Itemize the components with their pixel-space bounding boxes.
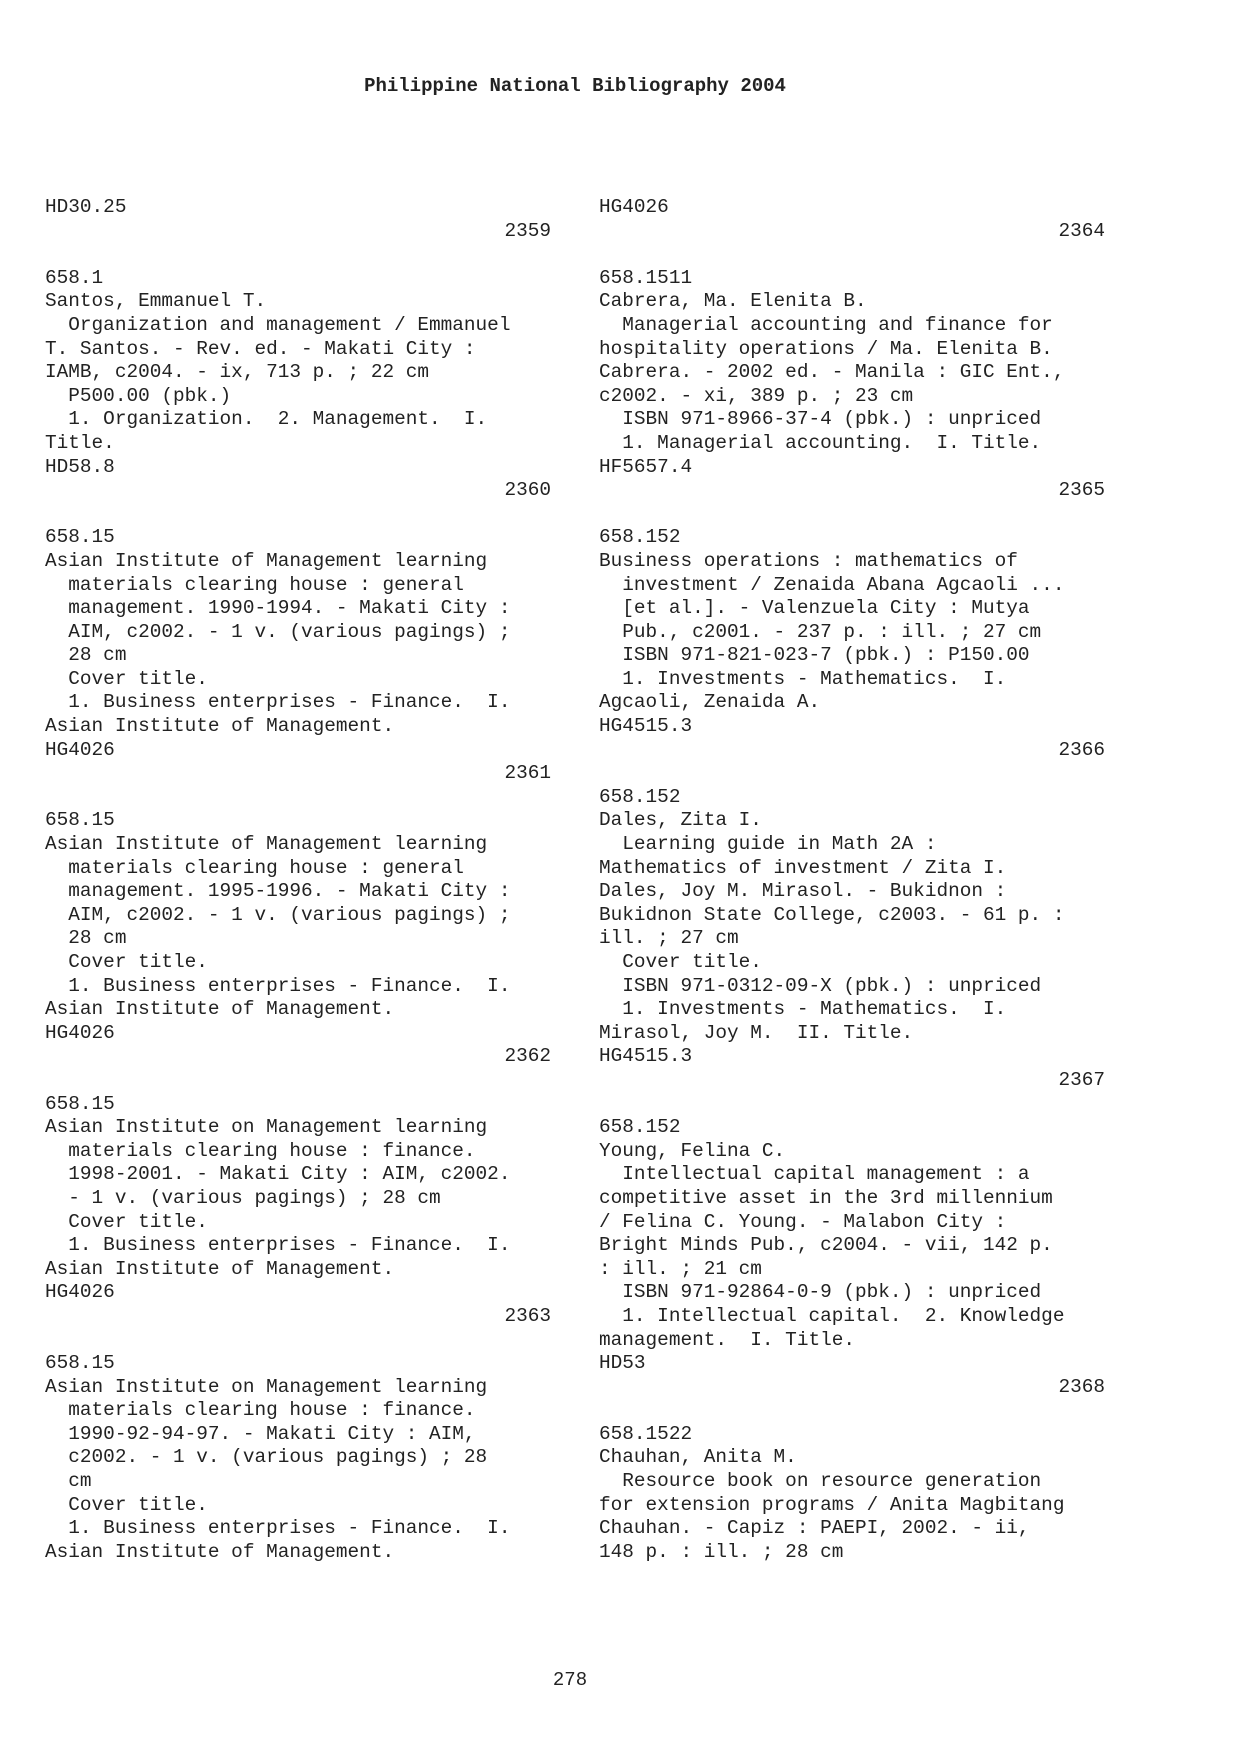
entry-number: 2365	[1058, 479, 1105, 502]
entry-line: 1. Business enterprises - Finance. I.	[45, 1234, 511, 1257]
entry-line: 658.1522	[599, 1422, 693, 1445]
entry-line: materials clearing house : finance.	[45, 1399, 476, 1422]
entry-line: AIM, c2002. - 1 v. (various pagings) ;	[45, 903, 511, 926]
entry-line: / Felina C. Young. - Malabon City :	[599, 1210, 1007, 1233]
entry-line: 658.15	[45, 1352, 115, 1375]
entry-line: 658.15	[45, 809, 115, 832]
entry-line: Agcaoli, Zenaida A.	[599, 691, 821, 714]
entry-line: HG4515.3	[599, 715, 693, 738]
entry-line: Cover title.	[45, 1210, 208, 1233]
entry-line: Cover title.	[599, 951, 762, 973]
entry-line: competitive asset in the 3rd millennium	[599, 1186, 1053, 1209]
entry-line: Young, Felina C.	[599, 1139, 786, 1162]
entry-line: HD53	[599, 1352, 646, 1375]
entry-line: 1998-2001. - Makati City : AIM, c2002.	[45, 1163, 511, 1186]
entry-line: Asian Institute of Management learning	[45, 549, 488, 572]
entry-line: management. 1995-1996. - Makati City :	[45, 880, 511, 903]
entry-line: Santos, Emmanuel T.	[45, 290, 267, 313]
entry-line: 28 cm	[45, 927, 127, 950]
entry-line: ill. ; 27 cm	[599, 927, 739, 950]
entry-line: 658.15	[45, 1092, 115, 1115]
entry-line: HG4026	[45, 1021, 115, 1044]
entry-number: 2362	[504, 1045, 551, 1068]
entry-line: ISBN 971-92864-0-9 (pbk.) : unpriced	[599, 1281, 1042, 1304]
entry-line: Cover title.	[45, 667, 208, 690]
blank-line	[599, 503, 1109, 527]
entry-line: 28 cm	[45, 644, 127, 667]
entry-line: 658.152	[599, 1116, 681, 1139]
entry-number: 2363	[504, 1304, 551, 1327]
entry-line: 1. Investments - Mathematics. I.	[599, 667, 1007, 690]
entry-line: ISBN 971-8966-37-4 (pbk.) : unpriced	[599, 408, 1042, 431]
entry-line: HD30.25	[45, 196, 127, 218]
entry-line: materials clearing house : general	[45, 856, 464, 879]
entry-line: 1. Business enterprises - Finance. I.	[45, 691, 511, 714]
entry-line: Cover title.	[45, 1493, 208, 1516]
entry-line: Asian Institute of Management.	[45, 1540, 395, 1563]
entry-number: 2361	[504, 762, 551, 785]
entry-number: 2364	[1058, 219, 1105, 242]
entry-line: Dales, Zita I.	[599, 809, 762, 832]
entry-line: AIM, c2002. - 1 v. (various pagings) ;	[45, 620, 511, 643]
entry-line: Learning guide in Math 2A :	[599, 833, 937, 856]
blank-line	[599, 1399, 1109, 1423]
entry-line: 148 p. : ill. ; 28 cm	[599, 1540, 844, 1563]
entry-line: Title.	[45, 431, 115, 454]
entry-line: T. Santos. - Rev. ed. - Makati City :	[45, 337, 476, 360]
blank-line	[45, 786, 555, 810]
entry-line: HD58.8	[45, 455, 115, 478]
entry-line: 658.152	[599, 526, 681, 549]
entry-line: Asian Institute of Management.	[45, 1257, 395, 1280]
entry-line: HG4026	[599, 196, 669, 218]
blank-line	[45, 503, 555, 527]
entry-line: materials clearing house : general	[45, 573, 464, 596]
entry-line: HF5657.4	[599, 455, 693, 478]
entry-line: Dales, Joy M. Mirasol. - Bukidnon :	[599, 880, 1007, 903]
entry-line: HG4515.3	[599, 1045, 693, 1068]
blank-line	[45, 1069, 555, 1093]
left-column	[45, 196, 555, 1564]
entry-line: cm	[45, 1470, 92, 1493]
entry-line: Asian Institute on Management learning	[45, 1116, 488, 1139]
entry-line: P500.00 (pbk.)	[45, 384, 232, 407]
entry-line: Cabrera, Ma. Elenita B.	[599, 290, 867, 313]
entry-line: ISBN 971-0312-09-X (pbk.) : unpriced	[599, 974, 1042, 997]
entry-line: - 1 v. (various pagings) ; 28 cm	[45, 1186, 441, 1209]
entry-line: HG4026	[45, 1281, 115, 1304]
entry-line: Mirasol, Joy M. II. Title.	[599, 1021, 914, 1044]
entry-number: 2360	[504, 479, 551, 502]
entry-line: c2002. - 1 v. (various pagings) ; 28	[45, 1446, 488, 1469]
entry-line: Chauhan. - Capiz : PAEPI, 2002. - ii,	[599, 1517, 1030, 1540]
entry-line: Cabrera. - 2002 ed. - Manila : GIC Ent.,	[599, 361, 1065, 384]
entry-line: 1. Organization. 2. Management. I.	[45, 408, 488, 431]
entry-line: materials clearing house : finance.	[45, 1139, 476, 1162]
entry-line: 1. Intellectual capital. 2. Knowledge	[599, 1304, 1065, 1327]
blank-line	[45, 1329, 555, 1353]
entry-line: 1. Business enterprises - Finance. I.	[45, 1517, 511, 1540]
entry-line: Managerial accounting and finance for	[599, 313, 1053, 336]
entry-line: 658.1511	[599, 266, 693, 289]
right-column	[599, 196, 1109, 1564]
entry-line: Resource book on resource generation	[599, 1470, 1042, 1493]
entry-line: Asian Institute of Management.	[45, 715, 395, 738]
entry-line: for extension programs / Anita Magbitang	[599, 1493, 1065, 1516]
blank-line	[599, 762, 1109, 786]
entry-line: Cover title.	[45, 951, 208, 973]
entry-line: Organization and management / Emmanuel	[45, 313, 511, 336]
entry-number: 2367	[1058, 1068, 1105, 1091]
entry-line: Asian Institute of Management.	[45, 998, 395, 1021]
entry-line: [et al.]. - Valenzuela City : Mutya	[599, 597, 1030, 620]
entry-line: HG4026	[45, 738, 115, 761]
entry-line: Asian Institute of Management learning	[45, 833, 488, 856]
entry-line: ISBN 971-821-023-7 (pbk.) : P150.00	[599, 644, 1030, 667]
entry-number: 2368	[1058, 1375, 1105, 1398]
entry-line: 658.152	[599, 785, 681, 808]
page-title: Philippine National Bibliography 2004	[364, 75, 786, 97]
entry-line: Chauhan, Anita M.	[599, 1446, 797, 1469]
entry-line: 658.1	[45, 266, 104, 289]
entry-line: 658.15	[45, 526, 115, 549]
page-number: 278	[552, 1669, 588, 1691]
entry-line: Intellectual capital management : a	[599, 1163, 1030, 1186]
entry-line: 1. Business enterprises - Finance. I.	[45, 974, 511, 997]
entry-line: Pub., c2001. - 237 p. : ill. ; 27 cm	[599, 620, 1042, 643]
entry-line: Asian Institute on Management learning	[45, 1375, 488, 1398]
entry-line: management. 1990-1994. - Makati City :	[45, 597, 511, 620]
blank-line	[599, 243, 1109, 267]
entry-number: 2359	[504, 219, 551, 242]
entry-line: c2002. - xi, 389 p. ; 23 cm	[599, 384, 914, 407]
entry-line: Business operations : mathematics of	[599, 549, 1018, 572]
entry-line: : ill. ; 21 cm	[599, 1257, 762, 1280]
entry-line: Bukidnon State College, c2003. - 61 p. :	[599, 903, 1065, 926]
entry-line: management. I. Title.	[599, 1328, 855, 1351]
blank-line	[599, 1093, 1109, 1117]
entry-line: 1. Managerial accounting. I. Title.	[599, 431, 1042, 454]
entry-line: hospitality operations / Ma. Elenita B.	[599, 337, 1053, 360]
entry-line: 1990-92-94-97. - Makati City : AIM,	[45, 1422, 476, 1445]
entry-number: 2366	[1058, 738, 1105, 761]
blank-line	[45, 243, 555, 267]
entry-line: Mathematics of investment / Zita I.	[599, 856, 1007, 879]
entry-line: 1. Investments - Mathematics. I.	[599, 998, 1007, 1021]
entry-line: Bright Minds Pub., c2004. - vii, 142 p.	[599, 1234, 1053, 1257]
entry-line: IAMB, c2004. - ix, 713 p. ; 22 cm	[45, 361, 429, 384]
entry-line: investment / Zenaida Abana Agcaoli ...	[599, 573, 1065, 596]
